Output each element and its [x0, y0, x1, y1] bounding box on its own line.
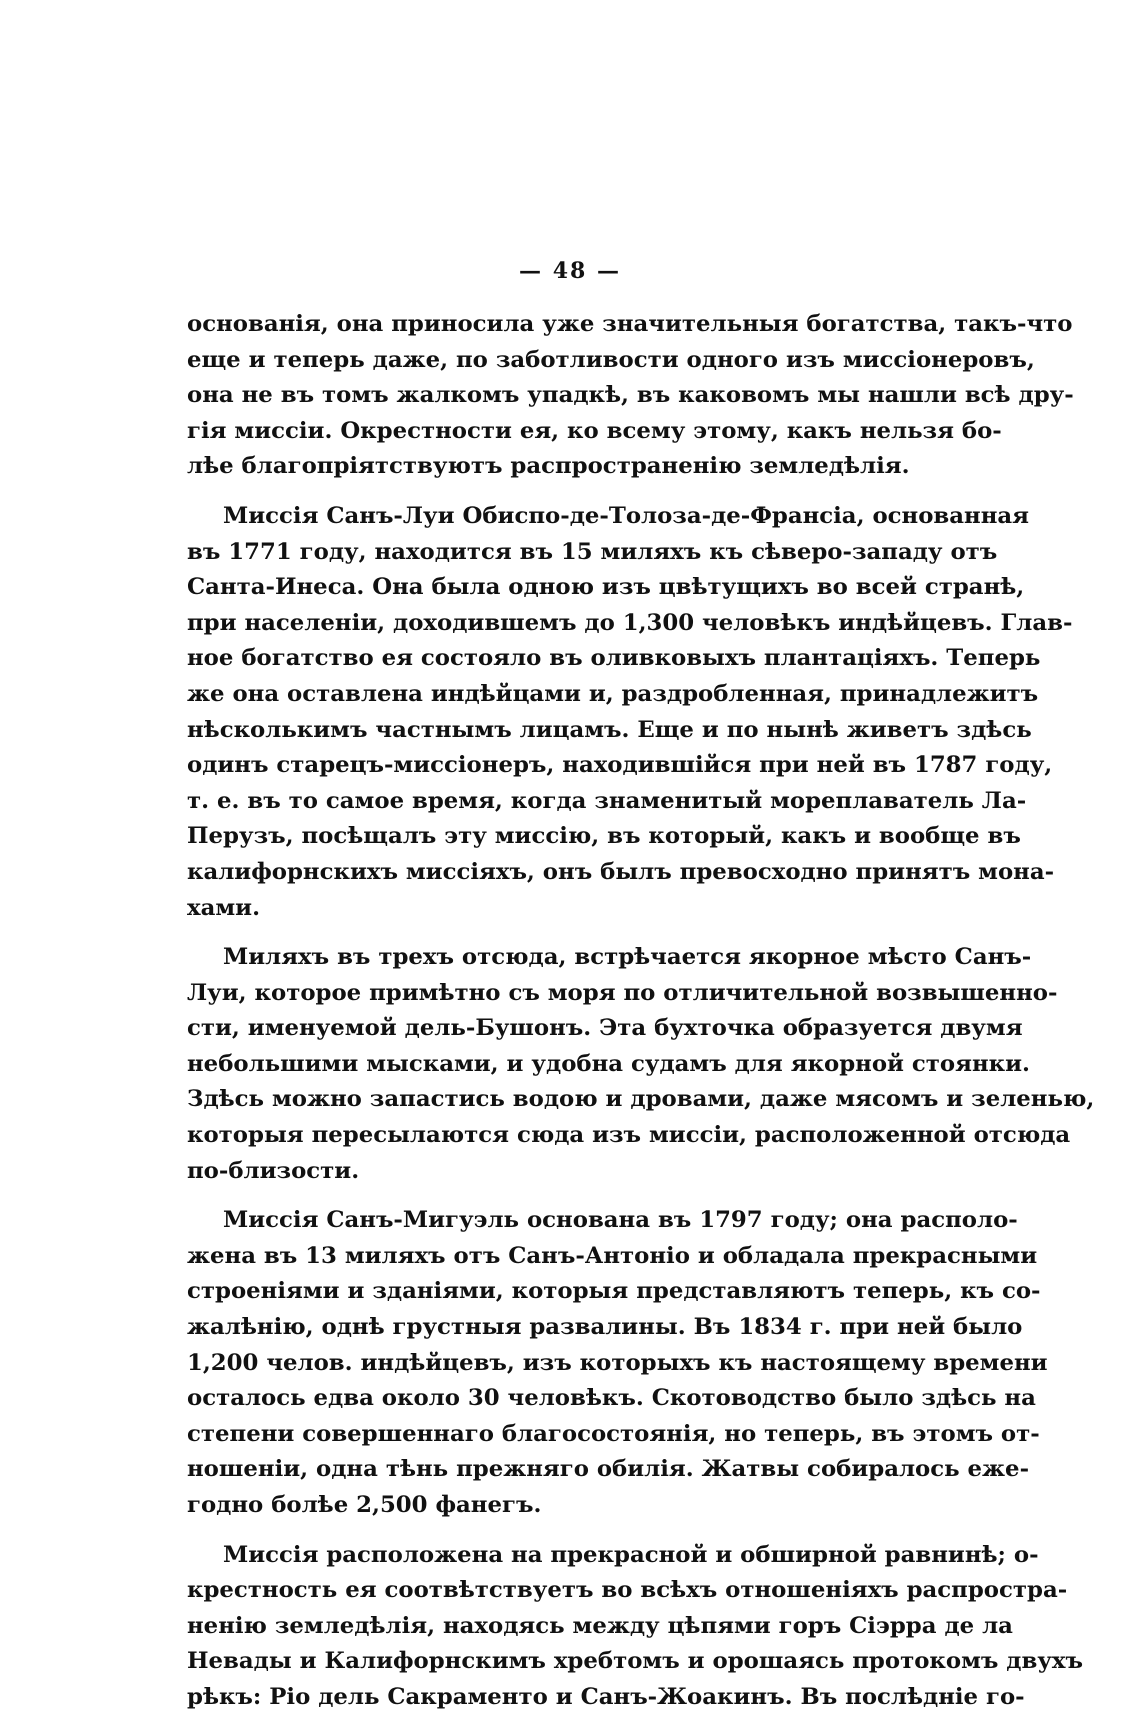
text-line: степени совершеннаго благосостоянія, но теперь, въ этомъ от-	[187, 1420, 1040, 1447]
text-line: она не въ томъ жалкомъ упадкѣ, въ каковомъ мы нашли всѣ дру-	[187, 382, 1074, 409]
text-line: Перузъ, посѣщалъ эту миссію, въ который, какъ и вообще въ	[187, 823, 1021, 850]
text-line: нѣсколькимъ частнымъ лицамъ. Еще и по нынѣ живетъ здѣсь	[187, 716, 1032, 743]
text-line: Миссія Санъ-Мигуэль основана въ 1797 году; она располо-	[223, 1207, 1018, 1234]
paragraph-2	[187, 499, 1073, 926]
text-line: ненію земледѣлія, находясь между цѣпями горъ Сіэрра де ла	[187, 1612, 1013, 1639]
text-line: Луи, которое примѣтно съ моря по отличительной возвышенно-	[187, 979, 1058, 1006]
text-line: 1,200 челов. индѣйцевъ, изъ которыхъ къ настоящему времени	[187, 1349, 1048, 1376]
text-line: Санта-Инеса. Она была одною изъ цвѣтущихъ во всей странѣ,	[187, 574, 1025, 601]
text-line: калифорнскихъ миссіяхъ, онъ былъ превосходно принятъ мона-	[187, 858, 1055, 885]
text-line: ношеніи, одна тѣнь прежняго обилія. Жатвы собиралось еже-	[187, 1456, 1030, 1483]
paragraph-4	[187, 1203, 1048, 1523]
page-body	[187, 307, 1095, 1716]
text-line: сти, именуемой дель-Бушонъ. Эта бухточка образуется двумя	[187, 1015, 1023, 1042]
text-line: т. е. въ то самое время, когда знаменитый мореплаватель Ла-	[187, 787, 1027, 814]
text-line: Здѣсь можно запастись водою и дровами, даже мясомъ и зеленью,	[187, 1086, 1095, 1113]
text-line: Невады и Калифорнскимъ хребтомъ и орошаясь протокомъ двухъ	[187, 1648, 1084, 1675]
text-line: строеніями и зданіями, которыя представляютъ теперь, къ со-	[187, 1278, 1041, 1305]
text-line: которыя пересылаются сюда изъ миссіи, расположенной отсюда	[187, 1122, 1071, 1149]
text-line: Миссія расположена на прекрасной и обширной равнинѣ; о-	[223, 1541, 1039, 1568]
text-line: крестность ея соотвѣтствуетъ во всѣхъ отношеніяхъ распростра-	[187, 1577, 1068, 1604]
text-line: по-близости.	[187, 1157, 360, 1184]
paragraph-1	[187, 307, 1074, 485]
text-line: основанія, она приносила уже значительныя богатства, такъ-что	[187, 311, 1073, 337]
text-line: гія миссіи. Окрестности ея, ко всему этому, какъ нельзя бо-	[187, 417, 1002, 444]
text-line: небольшими мысками, и удобна судамъ для якорной стоянки.	[187, 1050, 1030, 1077]
text-line: Миляхъ въ трехъ отсюда, встрѣчается якорное мѣсто Санъ-	[223, 944, 1032, 971]
text-line: одинъ старецъ-миссіонеръ, находившійся при ней въ 1787 году,	[187, 752, 1053, 779]
text-line: еще и теперь даже, по заботливости одного изъ миссіонеровъ,	[187, 346, 1035, 373]
text-line: жена въ 13 миляхъ отъ Санъ-Антоніо и обладала прекрасными	[187, 1242, 1038, 1269]
text-line: лѣе благопріятствуютъ распространенію земледѣлія.	[187, 453, 910, 480]
text-line: жалѣнію, однѣ грустныя развалины. Въ 1834 г. при ней было	[187, 1314, 1023, 1341]
text-line: при населеніи, доходившемъ до 1,300 человѣкъ индѣйцевъ. Глав-	[187, 609, 1073, 636]
text-line: ное богатство ея состояло въ оливковыхъ плантаціяхъ. Теперь	[187, 645, 1041, 672]
paragraph-5	[187, 1538, 1084, 1716]
text-line: годно болѣе 2,500 фанегъ.	[187, 1492, 542, 1518]
text-line: хами.	[187, 894, 261, 921]
text-line: въ 1771 году, находится въ 15 миляхъ къ сѣверо-западу отъ	[187, 538, 998, 565]
text-line: Миссія Санъ-Луи Обиспо-де-Толоза-де-Франсіа, основанная	[223, 502, 1030, 529]
paragraph-3	[187, 940, 1095, 1189]
text-line: же она оставлена индѣйцами и, раздробленная, принадлежитъ	[187, 680, 1039, 707]
page-number: — 48 —	[519, 258, 621, 284]
text-line: рѣкъ: Ріо дель Сакраменто и Санъ-Жоакинъ. Въ послѣдніе го-	[187, 1683, 1025, 1710]
text-line: осталось едва около 30 человѣкъ. Скотоводство было здѣсь на	[187, 1385, 1036, 1412]
